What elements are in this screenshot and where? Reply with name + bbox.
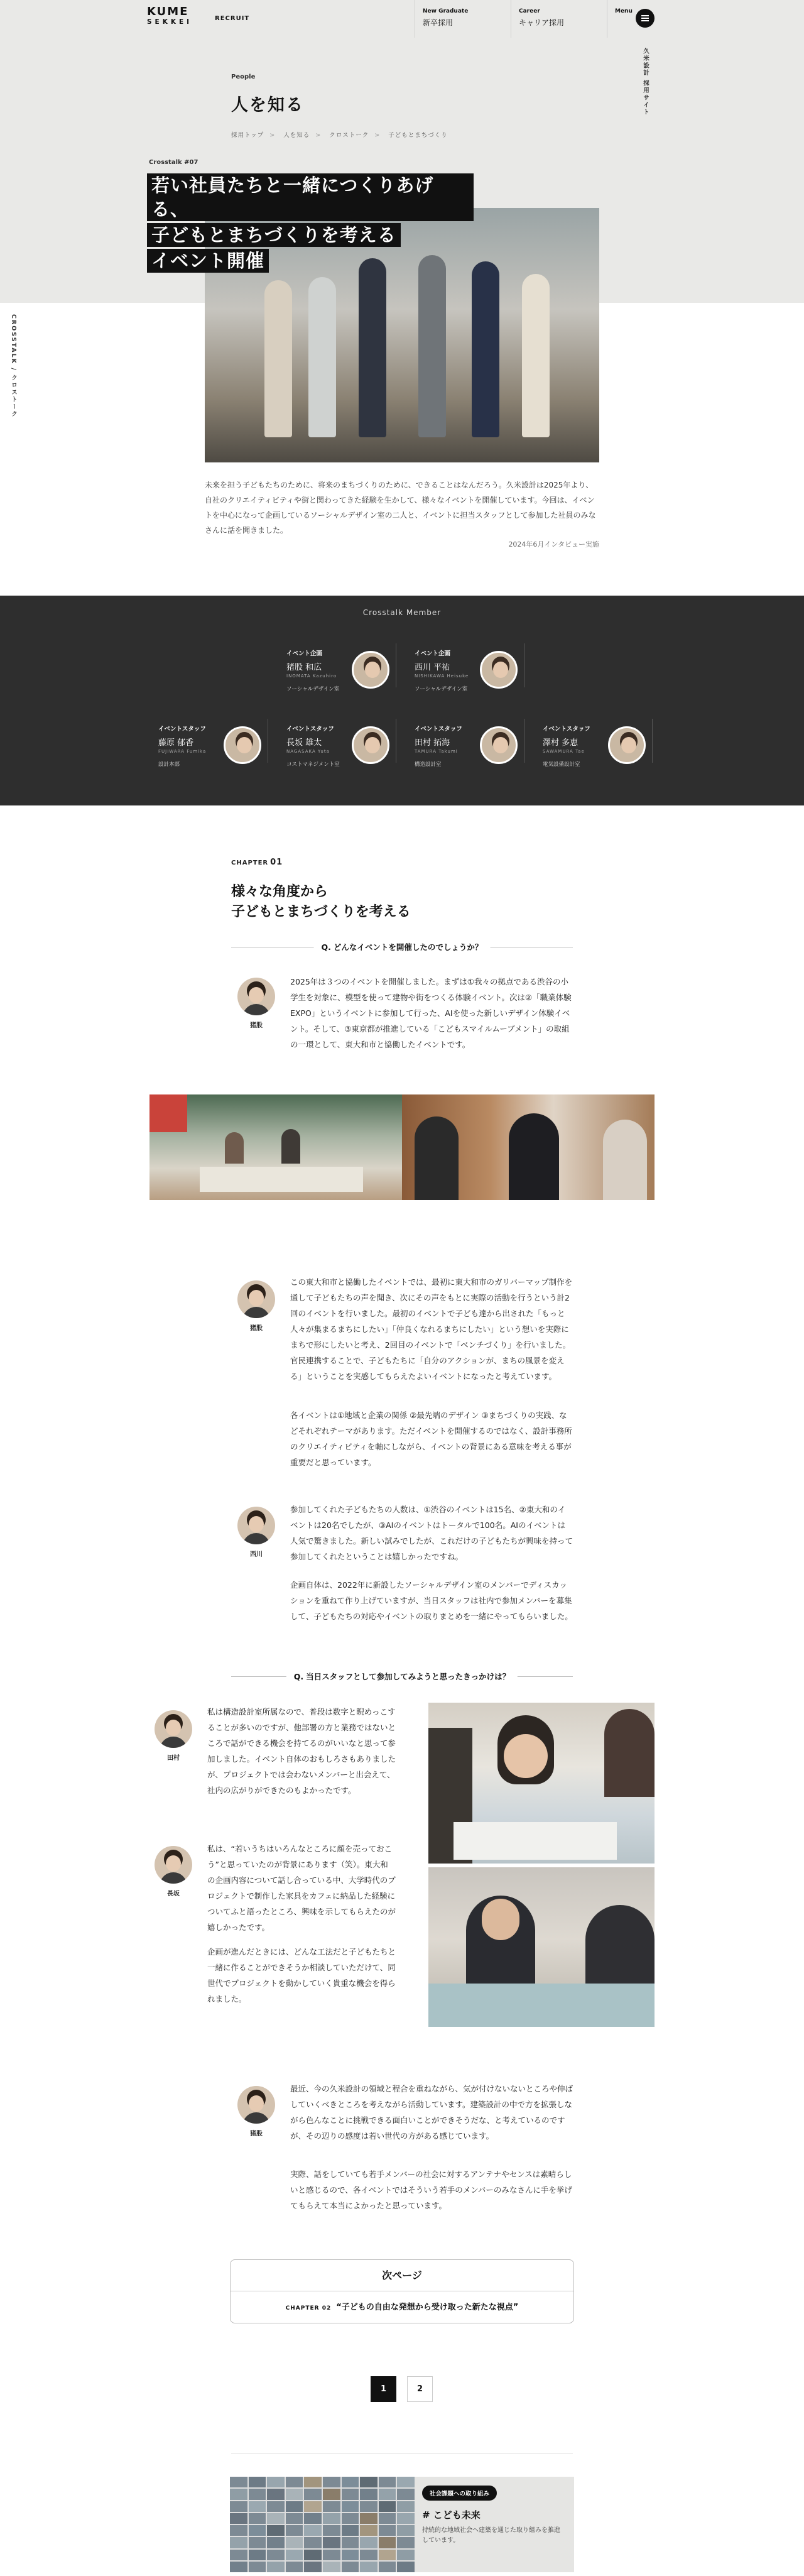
- answer-text: 私は構造設計室所属なので、普段は数字と睨めっこすることが多いのですが、他部署の方と業務ではないところで話ができる機会を持てるのがいいなと思って参加しました。イベント自体のおもしろさもありましたが、プロジェクトでは会わないメンバーと出会えて、社内の広がりができたのもよかったです。: [207, 1707, 396, 1795]
- member-roma: NISHIKAWA Heisuke: [415, 674, 469, 679]
- member-roma: SAWAMURA Tae: [543, 749, 585, 754]
- question-mark: Q.: [293, 1672, 304, 1681]
- speaker-name: 西川: [250, 1551, 263, 1558]
- nav-menu-label: Menu: [615, 8, 633, 14]
- answer-text: 最近、今の久米設計の領域と程合を重ねながら、気が付けないないところや伸ばしていくべきところを考えながら活動しています。建築設計の中で方を拡張しながら色んなことに挑戦できる面白いことができそうだな、と考えているのですが、その辺りの感度は若い世代の方がある感じています。: [290, 2084, 573, 2141]
- answer-text: 企画が進んだときには、どんな工法だと子どもたちと一緒に作ることができそうか相談していただけて、同世代でプロジェクトを動かしていく貴重な機会を得られました。: [207, 1947, 396, 2004]
- member-dept: ソーシャルデザイン室: [286, 686, 340, 692]
- avatar: [224, 726, 261, 764]
- breadcrumb-separator-icon: >: [269, 132, 276, 139]
- member-role: イベントスタッフ: [158, 726, 206, 733]
- hero-headline: [147, 173, 474, 275]
- member-name: 澤村 多恵: [543, 738, 579, 748]
- member-dept: 構造設計室: [415, 761, 442, 768]
- crosstalk-number: Crosstalk #07: [149, 159, 198, 166]
- avatar: [352, 726, 389, 764]
- next-page-title: 次ページ: [231, 2260, 573, 2291]
- answer-text: この東大和市と協働したイベントでは、最初に東大和市のガリバーマップ制作を通して子どもたちの声を聞き、次にその声をもとに実際の活動を行うという計2回のイベントを行いました。最初のイベントで子ども達から出された「もっと人々が集まるまちにしたい」「仲良くなれるまちにしたい」という想いを実際にまちで形にしたいと考え、2回目のイベントで「ベンチづくり」を行いました。官民連携することで、子どもたちに「自分のアクションが、まちの風景を変える」ということを実感してもらえたよいイベントになったと考えています。: [290, 1277, 573, 1381]
- member-name: 田村 拓海: [415, 738, 450, 748]
- nav-new-graduate-en: New Graduate: [423, 8, 469, 14]
- speaker-nishikawa: [237, 1507, 275, 1558]
- nav-new-graduate[interactable]: [415, 0, 510, 38]
- event-photo-workshop: [428, 1703, 655, 1864]
- chapter-label-text: CHAPTER: [231, 860, 269, 866]
- member-role: イベントスタッフ: [286, 726, 334, 733]
- lead-text: 未来を担う子どもたちのために、将来のまちづくりのために、できることはなんだろう。久米設計は2025年より、自社のクリエイティビティや街と関わってきた経験を生かして、様々なイベントを開催しています。今回は、イベントを中心になって企画しているソーシャルデザイン室の二人と、イベントに担当スタッフとして参加した社員のみなさんに話を聞きました。: [205, 481, 596, 535]
- breadcrumb-item-top[interactable]: 採用トップ: [231, 132, 264, 139]
- member-dept: ソーシャルデザイン室: [415, 686, 468, 692]
- question-1-text: [314, 941, 491, 952]
- member-name: 藤原 郁香: [158, 738, 194, 748]
- interview-date: 2024年6月インタビュー実施: [508, 540, 599, 548]
- member-roma: INOMATA Kazuhiro: [286, 674, 337, 679]
- avatar: [237, 1280, 275, 1318]
- next-chapter-label: [286, 2305, 332, 2311]
- member-card-tamura: [415, 719, 524, 768]
- next-page-card[interactable]: [230, 2259, 574, 2323]
- breadcrumb-separator-icon: >: [374, 132, 381, 139]
- speaker-name: 猪股: [250, 1022, 263, 1029]
- member-dept: 電気設備設計室: [543, 761, 580, 768]
- next-chapter-title: “子どもの自由な発想から受け取った新たな視点”: [336, 2303, 519, 2312]
- speaker-inomata: [237, 2086, 275, 2137]
- chapter-title-line2: 子どもとまちづくりを考える: [231, 904, 411, 920]
- social-issue-banner[interactable]: [230, 2477, 574, 2572]
- side-label-crosstalk: CROSSTALK / クロストーク: [10, 314, 17, 418]
- next-chapter: [231, 2291, 573, 2324]
- answer-text: 企画自体は、2022年に新設したソーシャルデザイン室のメンバーでディスカッションを重ねて作り上げていますが、当日スタッフは社内で参加メンバーを募集して、子どもたちの対応やイベントの取りまとめを一緒にやってもらいました。: [290, 1580, 573, 1621]
- banner-tag: 社会課題への取り組み: [422, 2486, 497, 2501]
- member-roma: TAMURA Takumi: [415, 749, 458, 754]
- breadcrumb-separator-icon: >: [315, 132, 322, 139]
- chapter-number: 01: [270, 858, 283, 867]
- member-card-inomata: [286, 643, 396, 692]
- nav-career-en: Career: [519, 8, 540, 14]
- page-title: 人を知る: [231, 96, 304, 115]
- next-chapter-label-text: CHAPTER: [285, 2305, 320, 2311]
- breadcrumb-item-people[interactable]: 人を知る: [283, 132, 310, 139]
- member-roma: NAGASAKA Yuta: [286, 749, 330, 754]
- logo-line1: KUME: [147, 5, 189, 18]
- speaker-name: 田村: [167, 1755, 180, 1762]
- hero-headline-line3: イベント開催: [147, 249, 269, 273]
- member-role: イベントスタッフ: [415, 726, 462, 733]
- pagination-page-2[interactable]: 2: [407, 2376, 433, 2402]
- hero-headline-line2: 子どもとまちづくりを考える: [147, 223, 401, 247]
- question-2-text: [286, 1671, 518, 1682]
- speaker-name: 長坂: [167, 1891, 180, 1897]
- nav-career-jp: キャリア採用: [519, 18, 565, 27]
- member-roma: FUJIWARA Fumika: [158, 749, 207, 754]
- side-label-site: 久米設計 採用サイト: [642, 48, 649, 116]
- avatar: [480, 726, 518, 764]
- speaker-tamura: [155, 1710, 192, 1762]
- answer-text: 実際、話をしていても若手メンバーの社会に対するアンテナやセンスは素晴らしいと感じるので、各イベントではそういう若手のメンバーのみなさんに手を挙げてもらえて本当によかったと思っています。: [290, 2169, 572, 2210]
- member-name: 猪股 和広: [286, 663, 322, 672]
- speaker-inomata: [237, 1280, 275, 1332]
- avatar: [352, 651, 389, 689]
- member-dept: コストマネジメント室: [286, 761, 340, 768]
- crosstalk-member-section: [0, 596, 804, 805]
- avatar: [237, 978, 275, 1015]
- question-body: 当日スタッフとして参加してみようと思ったきっかけは？: [306, 1672, 511, 1681]
- member-role: イベント企画: [286, 650, 323, 657]
- next-chapter-number: 02: [322, 2305, 332, 2311]
- menu-hamburger-icon[interactable]: [636, 9, 655, 28]
- answer-text: 私は、“若いうちはいろんなところに顔を売っておこう”と思っていたのが背景にあります（笑）。東大和の企画内容について話し合っている中、大学時代のプロジェクトで制作した家具をカフェに納品した経験についてふと語ったところ、興味を示してもらえたのが嬉しかったです。: [207, 1844, 396, 1932]
- logo-line2: SEKKEI: [147, 18, 193, 26]
- chapter-title-line1: 様々な角度から: [231, 884, 329, 900]
- question-2: [231, 1670, 573, 1683]
- avatar: [237, 2086, 275, 2124]
- breadcrumb: [231, 130, 448, 139]
- member-card-sawamura: [543, 719, 653, 768]
- member-card-fujiwara: [158, 719, 268, 768]
- avatar: [480, 651, 518, 689]
- breadcrumb-item-crosstalk[interactable]: クロストーク: [329, 132, 369, 139]
- answer-text: 参加してくれた子どもたちの人数は、①渋谷のイベントは15名、②東大和のイベントは20名でしたが、③AIのイベントはトータルで100名。AIのイベントは人気で驚きました。新しい試みでしたが、これだけの子どもたちが興味を持って参加してくれたということは嬉しかったですね。: [290, 1505, 573, 1561]
- pagination-page-1[interactable]: 1: [371, 2376, 396, 2402]
- nav-recruit[interactable]: RECRUIT: [215, 15, 250, 22]
- banner-photo-grid: [230, 2477, 415, 2572]
- avatar: [155, 1846, 192, 1884]
- member-card-nagasaka: [286, 719, 396, 768]
- event-photo-children: [149, 1094, 402, 1200]
- member-dept: 設計本部: [158, 761, 180, 768]
- section-label: People: [231, 74, 256, 80]
- chapter-label: [231, 858, 283, 867]
- member-section-title: Crosstalk Member: [362, 608, 442, 617]
- banner-description: 持続的な地域社会へ建築を通じた取り組みを推進しています。: [422, 2527, 560, 2544]
- avatar: [155, 1710, 192, 1748]
- logo[interactable]: [147, 6, 196, 26]
- member-role: イベントスタッフ: [543, 726, 590, 733]
- speaker-inomata: [237, 978, 275, 1029]
- member-name: 西川 平祐: [415, 663, 450, 672]
- question-1: [231, 941, 573, 953]
- avatar: [237, 1507, 275, 1544]
- member-role: イベント企画: [415, 650, 451, 657]
- speaker-name: 猪股: [250, 1325, 263, 1332]
- member-card-nishikawa: [415, 643, 524, 692]
- speaker-nagasaka: [155, 1846, 192, 1897]
- nav-new-graduate-jp: 新卒採用: [423, 18, 454, 27]
- member-name: 長坂 雄太: [286, 738, 322, 748]
- avatar: [608, 726, 646, 764]
- event-photo-members: [402, 1094, 655, 1200]
- site-header: [0, 0, 804, 38]
- chapter-title: [231, 882, 583, 922]
- event-photo-meeting: [428, 1867, 655, 2027]
- breadcrumb-item-current: 子どもとまちづくり: [388, 132, 448, 139]
- question-mark: Q.: [321, 942, 331, 952]
- answer-text: 2025年は３つのイベントを開催しました。まずは①我々の拠点である渋谷の小学生を対象に、模型を使って建物や街をつくる体験イベント。次は②「職業体験EXPO」というイベントに参加して行った、AIを使った新しいデザイン体験イベント。そして、③東京都が推進している「こどもスマイルムーブメント」の取組の一環として、東大和市と協働したイベントです。: [290, 977, 572, 1049]
- banner-title: # こども未来: [422, 2509, 481, 2521]
- question-body: どんなイベントを開催したのでしょうか？: [333, 942, 483, 952]
- answer-text: 各イベントは①地域と企業の関係 ②最先端のデザイン ③まちづくりの実践、などそれぞれテーマがあります。ただイベントを開催するのではなく、設計事務所のクリエイティビティを軸にしながら、イベントの背景にある意味を考える事が重要だと思っています。: [290, 1411, 572, 1467]
- nav-career[interactable]: [511, 0, 606, 38]
- speaker-name: 猪股: [250, 2131, 263, 2137]
- hero-headline-line1: 若い社員たちと一緒につくりあげる、: [147, 173, 474, 221]
